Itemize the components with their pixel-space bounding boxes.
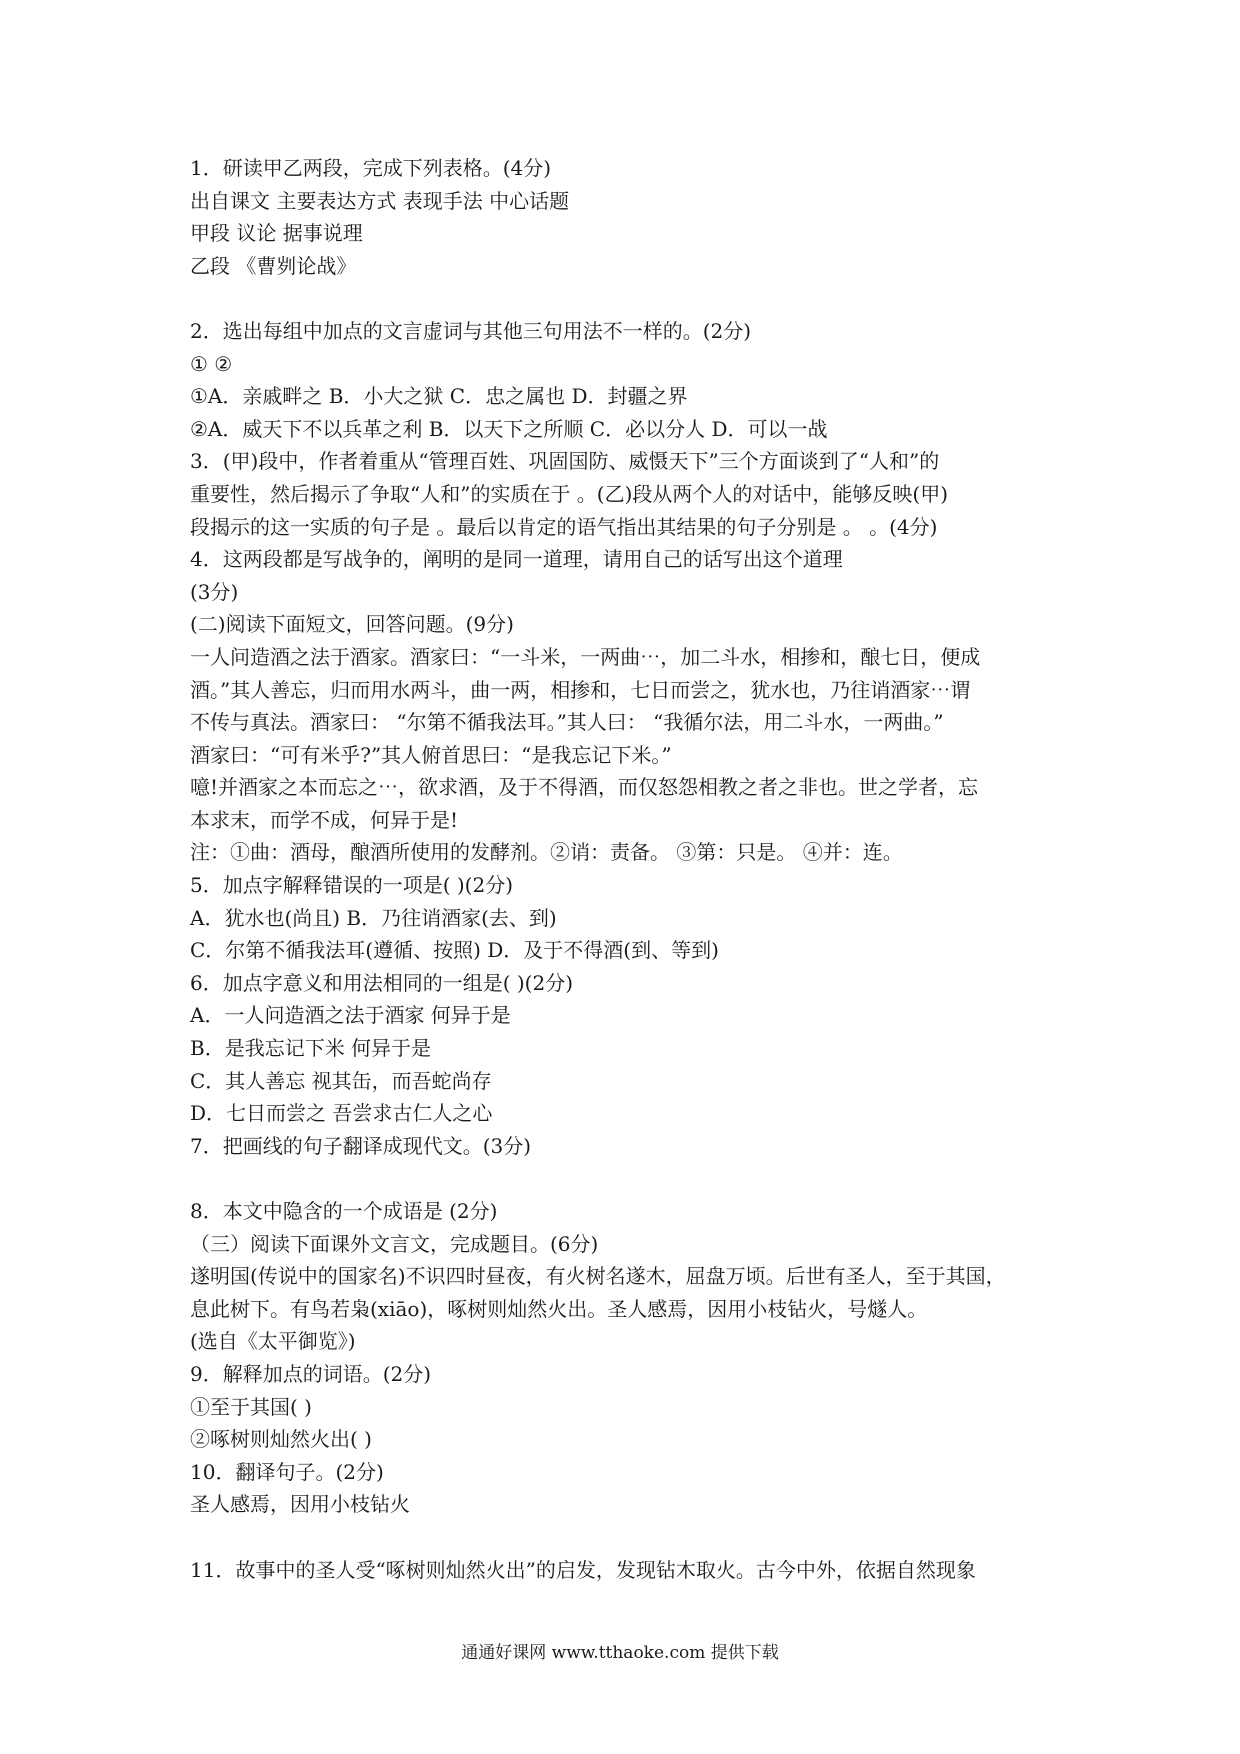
text-line: 酒家曰：“可有米乎?”其人俯首思曰：“是我忘记下米。” <box>190 742 672 767</box>
text-line: C．尔第不循我法耳(遵循、按照) D．及于不得酒(到、等到) <box>190 938 719 963</box>
text-line: 本求末，而学不成，何异于是! <box>190 807 459 832</box>
text-line: 10．翻译句子。(2分) <box>190 1459 384 1484</box>
text-line: ②啄树则灿然火出( ) <box>190 1427 372 1452</box>
text-line: 5．加点字解释错误的一项是( )(2分) <box>190 873 514 898</box>
text-line: 段揭示的这一实质的句子是 。最后以肯定的语气指出其结果的句子分别是 。 。(4分) <box>190 514 938 539</box>
text-line: 圣人感焉，因用小枝钻火 <box>190 1492 410 1517</box>
text-line: 6．加点字意义和用法相同的一组是( )(2分) <box>190 970 574 995</box>
text-line: ①至于其国( ) <box>190 1394 312 1419</box>
text-line: B．是我忘记下米 何异于是 <box>190 1036 432 1061</box>
text-line: 甲段 议论 据事说理 <box>190 221 363 246</box>
text-line: 噫!并酒家之本而忘之⋯，欲求酒，及于不得酒，而仅怒怨相教之者之非也。世之学者，忘 <box>190 775 979 800</box>
text-line: 重要性，然后揭示了争取“人和”的实质在于 。(乙)段从两个人的对话中，能够反映(甲) <box>190 481 949 506</box>
text-line: 1．研读甲乙两段，完成下列表格。(4分) <box>190 156 552 180</box>
blank-line <box>190 282 1090 315</box>
text-line: ①A．亲戚畔之 B．小大之狱 C．忠之属也 D．封疆之界 <box>190 384 688 409</box>
text-line: 7．把画线的句子翻译成现代文。(3分) <box>190 1133 532 1158</box>
text-line: 息此树下。有鸟若枭(xiāo)，啄树则灿然火出。圣人感焉，因用小枝钻火，号燧人。 <box>190 1296 928 1321</box>
text-line: 一人问造酒之法于酒家。酒家曰：“一斗米，一两曲⋯，加二斗水，相掺和，酿七日，便成 <box>190 644 981 669</box>
text-line: ②A．威天下不以兵革之利 B．以天下之所顺 C．必以分人 D．可以一战 <box>190 416 828 441</box>
text-line: 3．(甲)段中，作者着重从“管理百姓、巩固国防、威慑天下”三个方面谈到了“人和”的 <box>190 449 940 474</box>
blank-line <box>190 1162 1090 1195</box>
text-line: 遂明国(传说中的国家名)不识四时昼夜，有火树名遂木，屈盘万顷。后世有圣人，至于其国， <box>190 1264 1006 1289</box>
text-line: (二)阅读下面短文，回答问题。(9分) <box>190 612 514 637</box>
text-line: A．犹水也(尚且) B．乃往诮酒家(去、到) <box>190 905 557 930</box>
text-line: 8．本文中隐含的一个成语是 (2分) <box>190 1199 498 1223</box>
text-line: 不传与真法。酒家曰： “尔第不循我法耳。”其人曰： “我循尔法，用二斗水，一两曲。” <box>190 710 944 735</box>
text-line: 出自课文 主要表达方式 表现手法 中心话题 <box>190 188 570 213</box>
text-line: D．七日而尝之 吾尝求古仁人之心 <box>190 1101 493 1126</box>
text-line: (选自《太平御览》) <box>190 1329 356 1354</box>
text-line: 注：①曲：酒母，酿酒所使用的发酵剂。②诮：责备。 ③第：只是。 ④并：连。 <box>190 840 903 865</box>
text-line: 乙段 《曹刿论战》 <box>190 253 357 278</box>
text-line: C．其人善忘 视其缶，而吾蛇尚存 <box>190 1068 492 1093</box>
text-line: A．一人问造酒之法于酒家 何异于是 <box>190 1003 511 1028</box>
document-body <box>190 152 1090 1586</box>
page-footer: 通通好课网 www.tthaoke.com 提供下载 <box>461 1643 779 1663</box>
text-line: 9．解释加点的词语。(2分) <box>190 1361 432 1386</box>
text-line: 2．选出每组中加点的文言虚词与其他三句用法不一样的。(2分) <box>190 318 752 343</box>
text-line: ① ② <box>190 351 233 376</box>
text-line: 酒。”其人善忘，归而用水两斗，曲一两，相掺和，七日而尝之，犹水也，乃往诮酒家⋯谓 <box>190 677 971 702</box>
blank-line <box>190 1521 1090 1554</box>
text-line: （三）阅读下面课外文言文，完成题目。(6分) <box>190 1231 599 1256</box>
text-line: 4．这两段都是写战争的，阐明的是同一道理，请用自己的话写出这个道理 <box>190 547 843 572</box>
text-line: 11．故事中的圣人受“啄树则灿然火出”的启发，发现钻木取火。古今中外，依据自然现象 <box>190 1557 976 1582</box>
text-line: (3分) <box>190 579 239 604</box>
